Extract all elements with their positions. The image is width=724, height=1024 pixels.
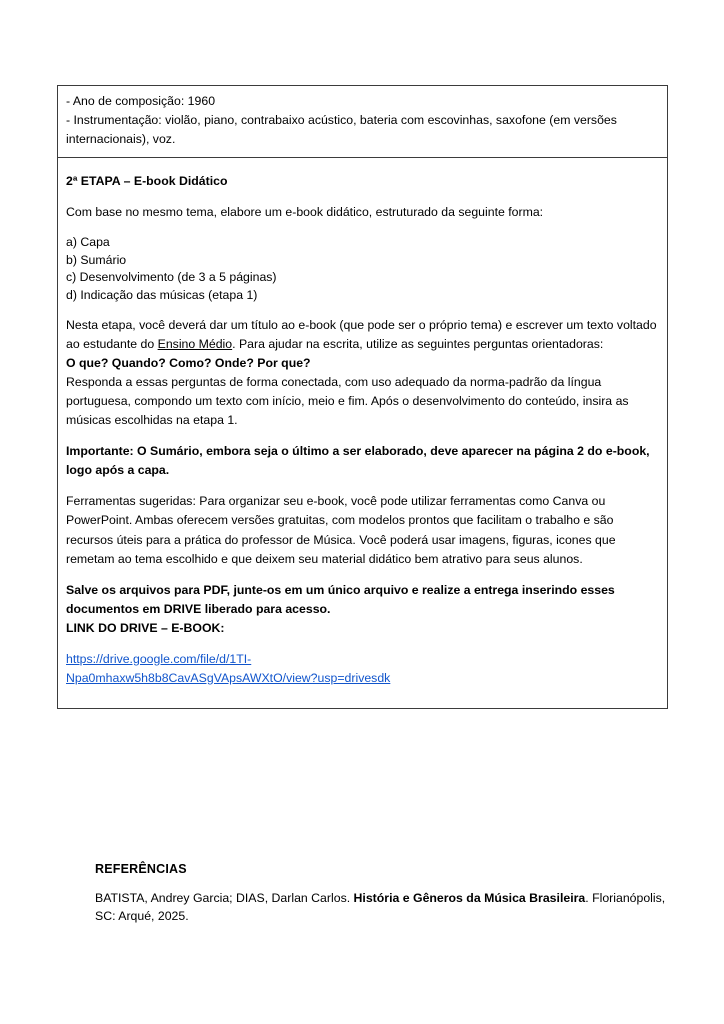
save-instruction: Salve os arquivos para PDF, junte-os em um único arquivo e realize a entrega inserindo esses documentos em DRIVE liberado para acesso. [66,582,615,616]
drive-link-label: LINK DO DRIVE – E-BOOK: [66,620,225,635]
stage-two-heading: 2ª ETAPA – E-book Didático [66,174,228,189]
structure-item-a: a) Capa [66,235,110,250]
drive-link-line-1: https://drive.google.com/file/d/1TI- [66,651,252,666]
answer-instructions-paragraph: Responda a essas perguntas de forma conectada, com uso adequado da norma-padrão da língua portuguesa, compondo um texto com início, meio e fim. Após o desenvolvimento do conteúdo, insira as músicas escolhidas na etapa 1. [66,375,629,428]
important-label: Importante: [66,444,134,459]
reference-authors: BATISTA, Andrey Garcia; DIAS, Darlan Carlos. [95,891,354,905]
instrumentation-line: - Instrumentação: violão, piano, contrabaixo acústico, bateria com escovinhas, saxofone (em versões internacionais), voz. [66,113,617,147]
writing-guidance-part-1: Nesta etapa, você deverá dar um título ao e-book (que pode ser o próprio tema) e escrever um texto voltado ao estudante do [66,318,657,352]
ensino-medio-emphasis: Ensino Médio [157,337,233,352]
important-text: O Sumário, embora seja o último a ser elaborado, deve aparecer na página 2 do e-book, logo após a capa. [66,444,650,478]
suggested-tools-paragraph: Ferramentas sugeridas: Para organizar seu e-book, você pode utilizar ferramentas como Canva ou PowerPoint. Ambas oferecem versões gratuitas, com modelos prontos que facilitam o trabalho e são recursos úteis para a prática do professor de Música. Você poderá usar imagens, figuras, icones que remetam ao tema escolhido e que deixem seu material didático bem atrativo para seus alunos. [66,494,616,566]
table-cell-composition-info [58,86,667,158]
guiding-questions: O que? Quando? Como? Onde? Por que? [66,356,311,371]
writing-guidance-part-2: . Para ajudar na escrita, utilize as seguintes perguntas orientadoras: [232,337,604,352]
references-section [95,862,670,926]
content-table [57,85,668,709]
reference-publication: . Florianópolis, SC: Arqué, 2025. [95,891,666,923]
structure-item-d: d) Indicação das músicas (etapa 1) [66,287,258,302]
writing-guidance-paragraph [66,316,659,354]
structure-item-b: b) Sumário [66,252,127,267]
important-note [66,442,659,480]
reference-work-title: História e Gêneros da Música Brasileira [353,891,586,905]
reference-entry [95,890,670,926]
structure-item-c: c) Desenvolvimento (de 3 a 5 páginas) [66,270,277,285]
table-cell-stage-two [58,158,667,708]
drive-link-line-2: Npa0mhaxw5h8b8CavASgVApsAWXtO/view?usp=drivesdk [66,670,391,685]
references-title: REFERÊNCIAS [95,862,187,876]
composition-year-line: - Ano de composição: 1960 [66,94,216,108]
drive-link[interactable] [66,650,659,688]
stage-two-intro: Com base no mesmo tema, elabore um e-book didático, estruturado da seguinte forma: [66,205,544,220]
